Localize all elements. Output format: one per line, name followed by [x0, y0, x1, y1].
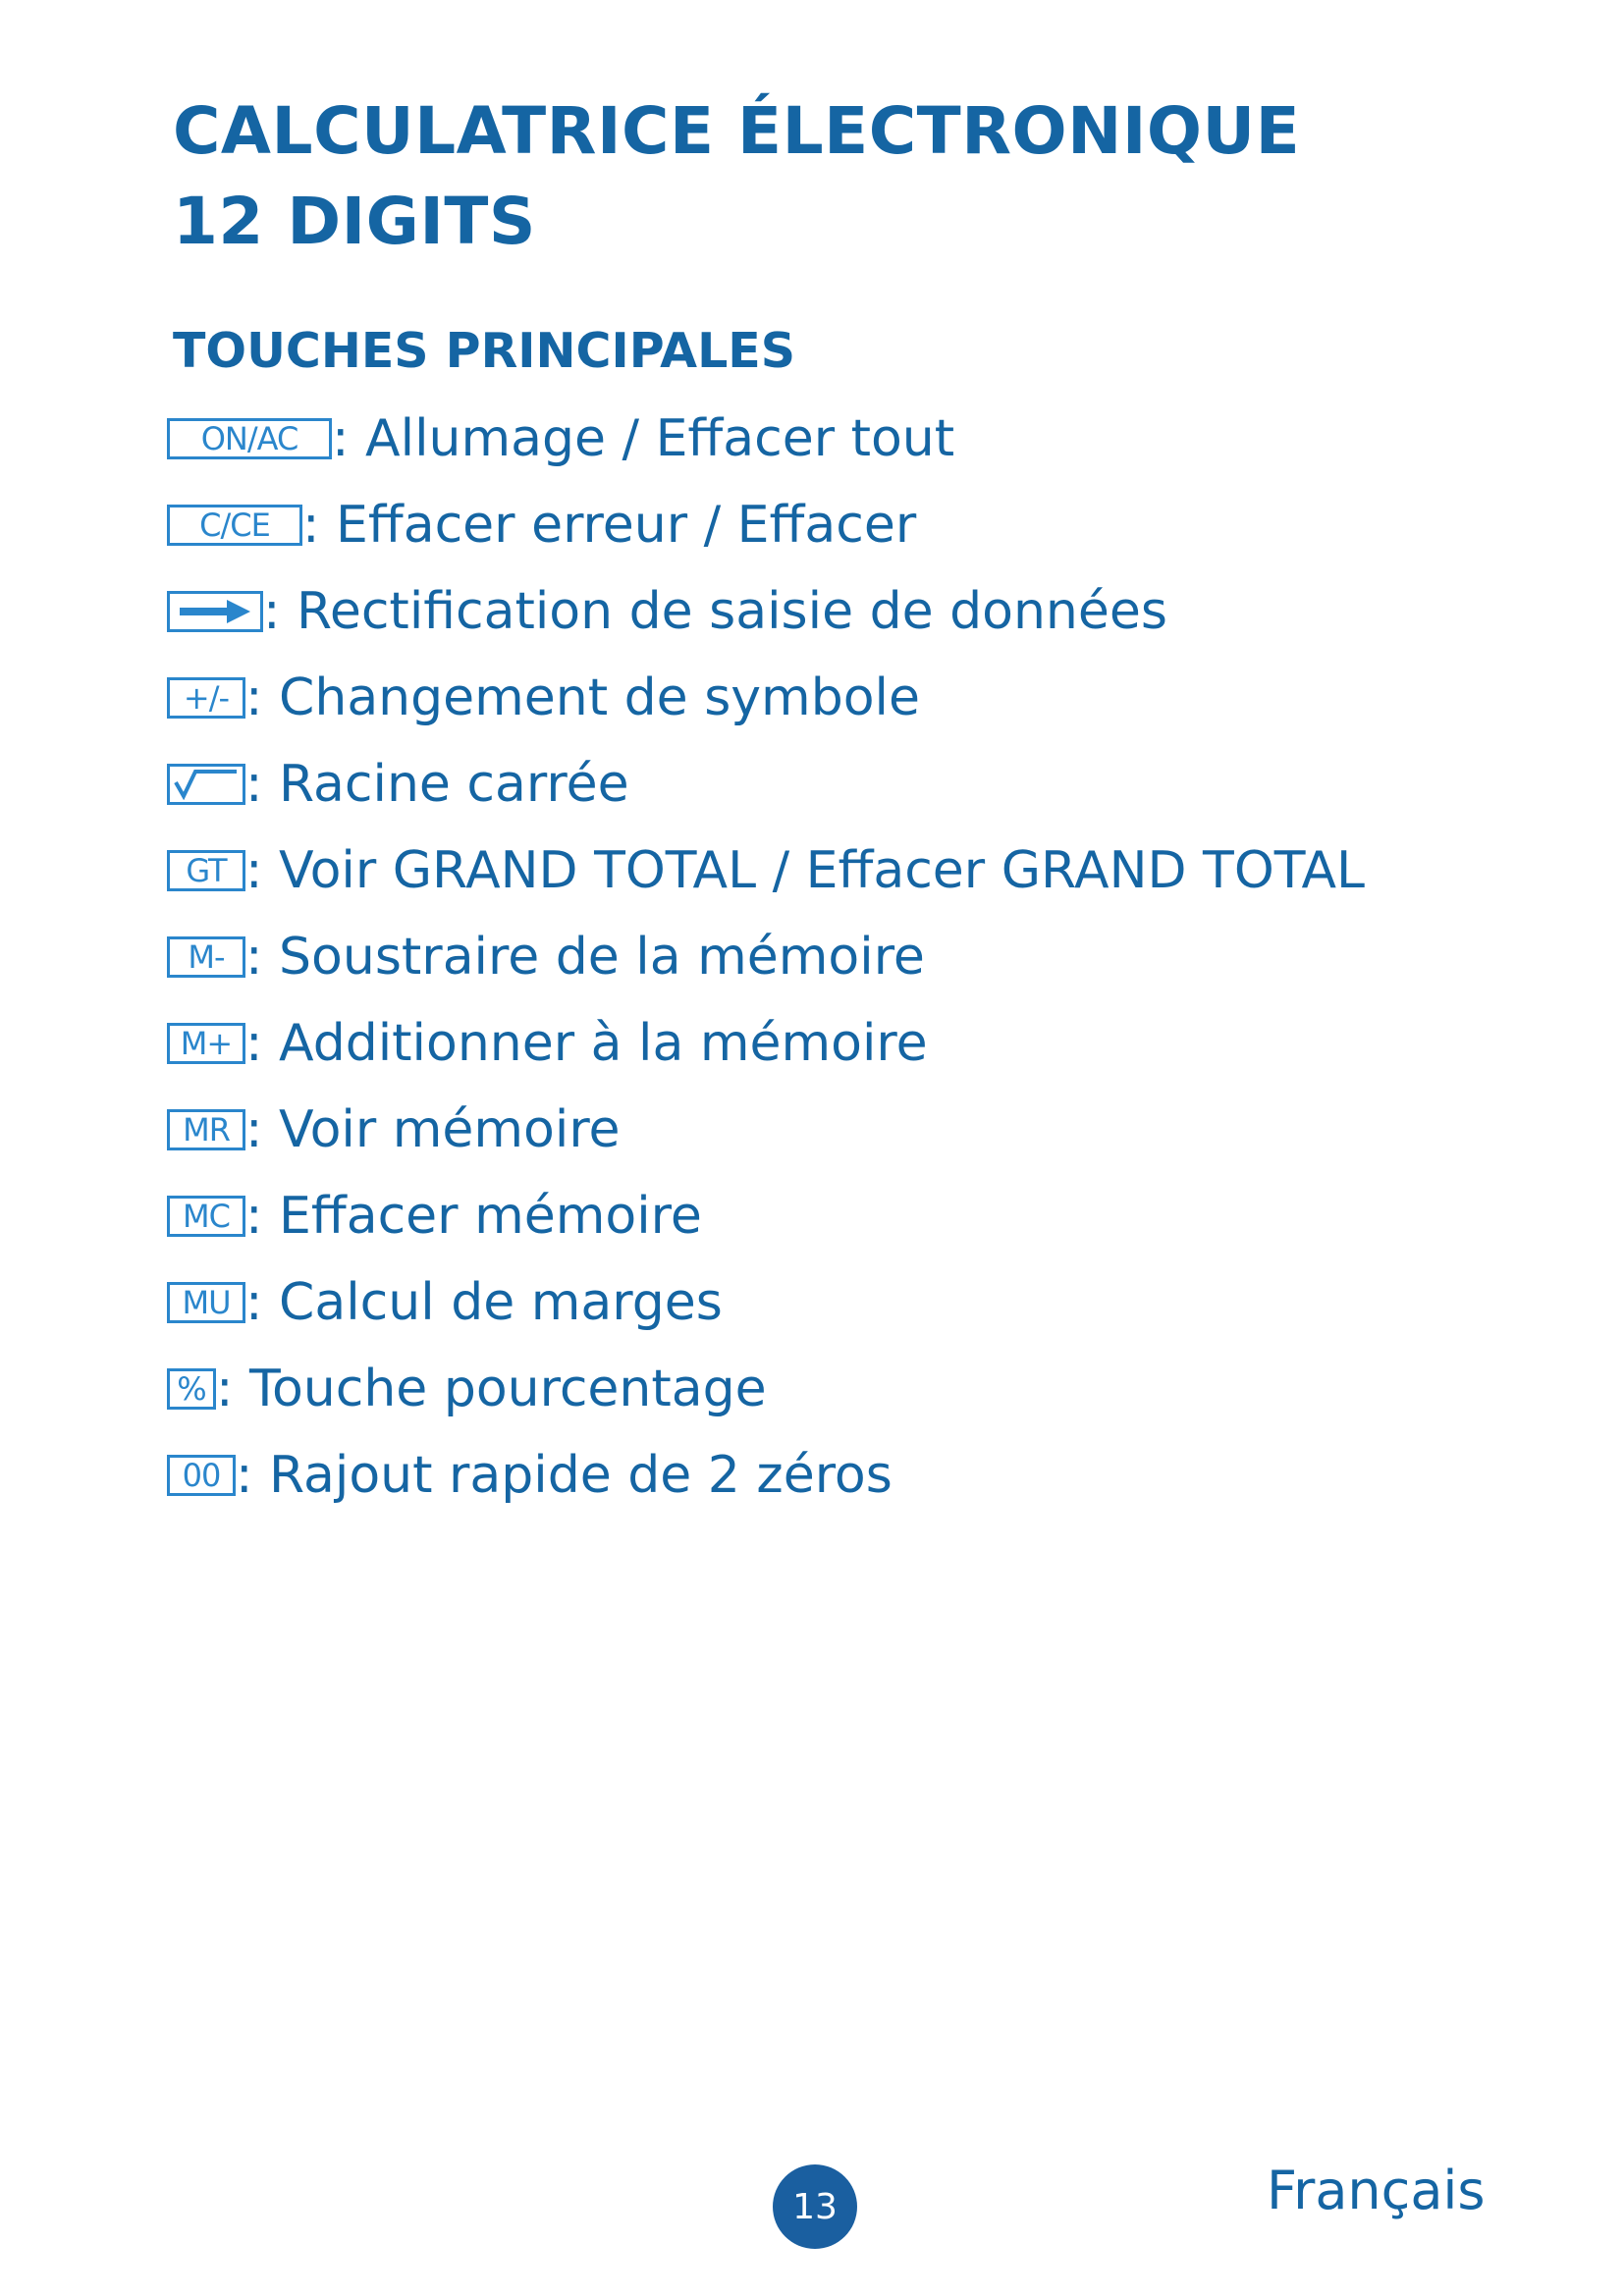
key-row-gt [167, 828, 1365, 914]
key-mu: MU [167, 1282, 245, 1323]
key-description: : Effacer mémoire [245, 1187, 702, 1246]
key-description: : Voir mémoire [245, 1100, 621, 1159]
key-description: : Voir GRAND TOTAL / Effacer GRAND TOTAL [245, 841, 1366, 900]
key-description: : Allumage / Effacer tout [332, 409, 955, 468]
key-row-percent [167, 1346, 1365, 1432]
key-row-plus-minus [167, 655, 1365, 741]
language-label: Français [1267, 2160, 1486, 2221]
key-on-ac: ON/AC [167, 418, 332, 459]
key-sqrt [167, 764, 245, 805]
section-heading: TOUCHES PRINCIPALES [173, 323, 796, 379]
key-percent: % [167, 1368, 216, 1410]
key-description: : Racine carrée [245, 755, 629, 814]
key-row-double-zero [167, 1432, 1365, 1519]
key-arrow [167, 591, 263, 632]
page-title-line-1: CALCULATRICE ÉLECTRONIQUE [173, 93, 1301, 169]
key-row-c-ce [167, 482, 1365, 568]
key-c-ce: C/CE [167, 505, 302, 546]
key-row-m-plus [167, 1000, 1365, 1087]
key-mc: MC [167, 1196, 245, 1237]
key-row-sqrt [167, 741, 1365, 828]
page-title-line-2: 12 DIGITS [173, 184, 536, 259]
key-double-zero: 00 [167, 1455, 236, 1496]
key-row-mr [167, 1087, 1365, 1173]
key-m-plus: M+ [167, 1023, 245, 1064]
key-plus-minus: +/- [167, 677, 245, 719]
key-m-minus: M- [167, 936, 245, 978]
square-root-icon [174, 769, 239, 800]
right-arrow-icon [176, 599, 254, 624]
key-description: : Rectification de saisie de données [263, 582, 1167, 641]
key-description: : Touche pourcentage [216, 1360, 767, 1418]
key-row-mc [167, 1173, 1365, 1259]
key-description: : Additionner à la mémoire [245, 1014, 928, 1073]
key-row-m-minus [167, 914, 1365, 1000]
key-gt: GT [167, 850, 245, 891]
page-number-badge: 13 [773, 2164, 857, 2249]
key-description: : Calcul de marges [245, 1273, 723, 1332]
key-description: : Soustraire de la mémoire [245, 928, 925, 987]
key-row-mu [167, 1259, 1365, 1346]
key-mr: MR [167, 1109, 245, 1150]
key-row-on-ac [167, 396, 1365, 482]
key-description: : Rajout rapide de 2 zéros [236, 1446, 893, 1505]
page-title [173, 86, 1300, 267]
key-row-arrow [167, 568, 1365, 655]
key-description: : Effacer erreur / Effacer [302, 496, 917, 555]
key-description: : Changement de symbole [245, 668, 920, 727]
key-list [167, 396, 1365, 1519]
